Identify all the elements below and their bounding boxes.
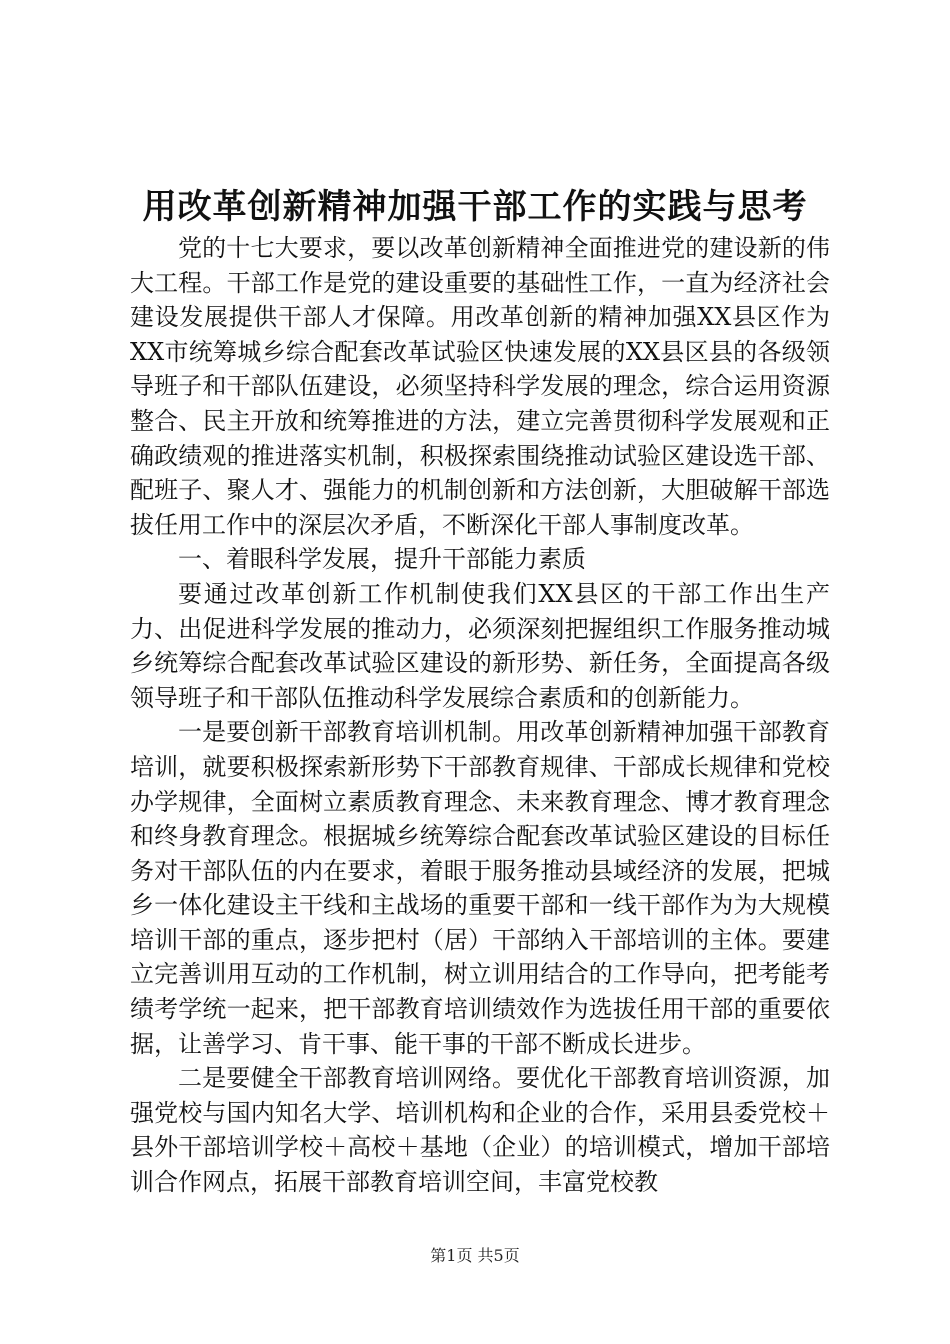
section-heading: 一、着眼科学发展，提升干部能力素质: [178, 545, 586, 574]
paragraph: 党的十七大要求，要以改革创新精神全面推进党的建设新的伟大工程。干部工作是党的建设重要的基础性工作，一直为经济社会建设发展提供干部人才保障。用改革创新的精神加强XX县区作为XX市统筹城乡综合配套改革试验区快速发展的XX县区县的各级领导班子和干部队伍建设，必须坚持科学发展的理念，综合运用资源整合、民主开放和统筹推进的方法，建立完善贯彻科学发展观和正确政绩观的推进落实机制，积极探索围绕推动试验区建设选干部、配班子、聚人才、强能力的机制创新和方法创新，大胆破解干部选拔任用工作中的深层次矛盾，不断深化干部人事制度改革。: [130, 234, 830, 539]
paragraph: 一是要创新干部教育培训机制。用改革创新精神加强干部教育培训，就要积极探索新形势下干部教育规律、干部成长规律和党校办学规律，全面树立素质教育理念、未来教育理念、博才教育理念和终身教育理念。根据城乡统筹综合配套改革试验区建设的目标任务对干部队伍的内在要求，着眼于服务推动县域经济的发展，把城乡一体化建设主干线和主战场的重要干部和一线干部作为为大规模培训干部的重点，逐步把村（居）干部纳入干部培训的主体。要建立完善训用互动的工作机制，树立训用结合的工作导向，把考能考绩考学统一起来，把干部教育培训绩效作为选拔任用干部的重要依据，让善学习、肯干事、能干事的干部不断成长进步。: [130, 718, 830, 1058]
page-footer: 第1页 共5页: [430, 1246, 520, 1265]
document-body: [130, 231, 830, 1200]
paragraph: 二是要健全干部教育培训网络。要优化干部教育培训资源，加强党校与国内知名大学、培训机构和企业的合作，采用县委党校＋县外干部培训学校＋高校＋基地（企业）的培训模式，增加干部培训合作网点，拓展干部教育培训空间，丰富党校教: [130, 1064, 830, 1197]
paragraph: 要通过改革创新工作机制使我们XX县区的干部工作出生产力、出促进科学发展的推动力，必须深刻把握组织工作服务推动城乡统筹综合配套改革试验区建设的新形势、新任务，全面提高各级领导班子和干部队伍推动科学发展综合素质和的创新能力。: [130, 579, 830, 712]
document-title: 用改革创新精神加强干部工作的实践与思考: [142, 187, 808, 227]
